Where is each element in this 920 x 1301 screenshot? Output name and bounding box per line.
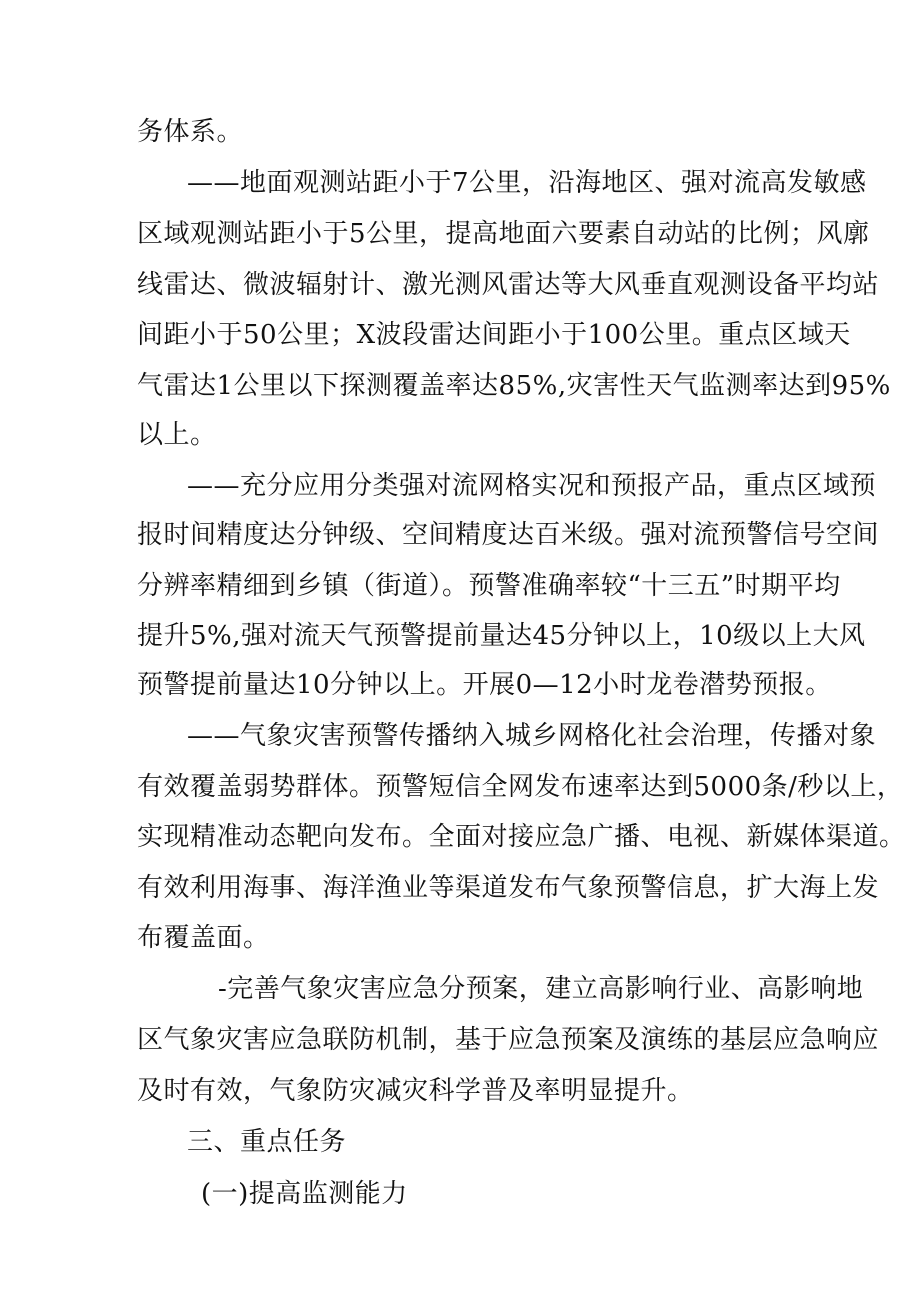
text-line: 线雷达、微波辐射计、激光测风雷达等大风垂直观测设备平均站 bbox=[137, 270, 880, 300]
text-line: 以上。 bbox=[137, 420, 217, 450]
text-line: 有效覆盖弱势群体。预警短信全网发布速率达到5000条/秒以上， bbox=[137, 772, 904, 802]
text-line: 分辨率精细到乡镇（街道）。预警准确率较“十三五”时期平均 bbox=[137, 571, 841, 601]
text-line: 气雷达1公里以下探测覆盖率达85%,灾害性天气监测率达到95% bbox=[137, 371, 891, 401]
text-line: ——地面观测站距小于7公里，沿海地区、强对流高发敏感 bbox=[187, 168, 867, 198]
text-line: ——充分应用分类强对流网格实况和预报产品，重点区域预 bbox=[187, 471, 877, 501]
subsection-heading: (一)提高监测能力 bbox=[201, 1179, 408, 1209]
text-line: ——气象灾害预警传播纳入城乡网格化社会治理，传播对象 bbox=[187, 721, 877, 751]
text-line: 预警提前量达10分钟以上。开展0—12小时龙卷潜势预报。 bbox=[137, 670, 832, 700]
text-line: 实现精准动态靶向发布。全面对接应急广播、电视、新媒体渠道。 bbox=[137, 822, 906, 852]
text-line: 区气象灾害应急联防机制，基于应急预案及演练的基层应急响应 bbox=[137, 1025, 880, 1055]
text-line: 务体系。 bbox=[137, 117, 244, 147]
text-line: 报时间精度达分钟级、空间精度达百米级。强对流预警信号空间 bbox=[137, 520, 880, 550]
text-line: 区域观测站距小于5公里，提高地面六要素自动站的比例；风廓 bbox=[137, 219, 870, 249]
text-line: 有效利用海事、海洋渔业等渠道发布气象预警信息，扩大海上发 bbox=[137, 873, 880, 903]
text-line: 提升5%,强对流天气预警提前量达45分钟以上，10级以上大风 bbox=[137, 621, 866, 651]
text-line: 及时有效，气象防灾减灾科学普及率明显提升。 bbox=[137, 1076, 694, 1106]
section-heading: 三、重点任务 bbox=[187, 1127, 347, 1157]
text-line: 布覆盖面。 bbox=[137, 923, 270, 953]
text-line: -完善气象灾害应急分预案，建立高影响行业、高影响地 bbox=[218, 974, 864, 1004]
text-line: 间距小于50公里；X波段雷达间距小于100公里。重点区域天 bbox=[137, 320, 851, 350]
